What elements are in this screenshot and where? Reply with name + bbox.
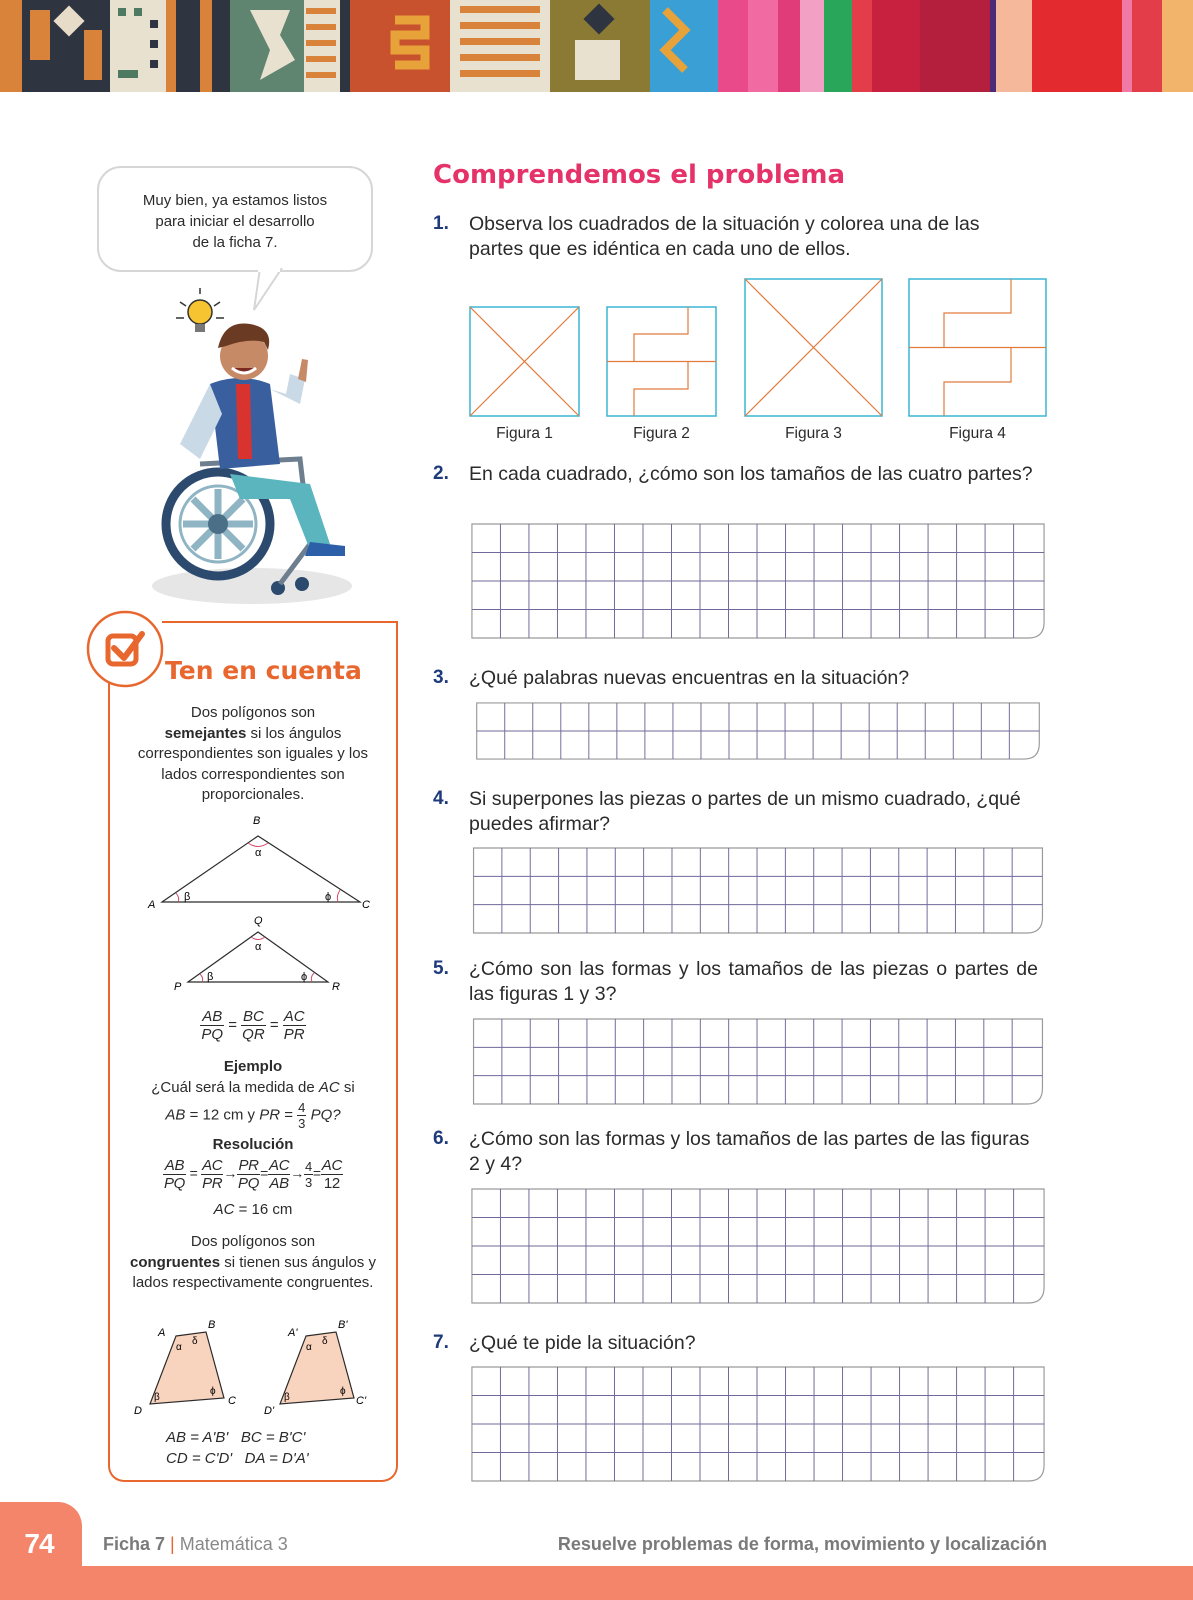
resolution-result: AC = 16 cm [213,1201,293,1218]
answer-grid[interactable] [467,702,1049,760]
question-number: 7. [433,1332,449,1353]
svg-text:D: D [134,1405,142,1417]
congruent-polygons-definition: Dos polígonos son congruentes si tienen sus ángulos y lados respectivamente congruentes. [130,1233,376,1291]
question-text: ¿Cómo son las formas y los tamaños de las partes de las figuras 2 y 4? [469,1128,1030,1175]
svg-text:δ: δ [322,1336,328,1347]
bubble-line: para iniciar el desarrollo [155,213,315,230]
angle-label: ϕ [301,971,308,983]
figure-2-square[interactable] [606,306,717,417]
fraction: $\frac{AB}{PQ}$ [201,1008,224,1043]
ratio-equation: $\frac{AB}{PQ}$ = $\frac{BC}{QR}$ = $\frac{AC}{PR}$ [201,1008,305,1043]
svg-text:A: A [158,1327,166,1339]
question-text: ¿Qué te pide la situación? [469,1332,696,1354]
figure-label: Figura 4 [949,425,1006,442]
congruence-equations: AB = A'B' BC = B'C' CD = C'D' DA = D'A' [166,1429,309,1467]
fraction: $\frac{BC}{QR}$ [242,1008,265,1043]
angle-label: α [255,941,262,953]
fraction: $\frac{AC}{PR}$ [283,1008,305,1043]
svg-text:ϕ: ϕ [210,1386,216,1397]
vertex-label: C [362,899,370,908]
tip-box-top-border [162,621,398,623]
vertex-label: A [148,899,156,908]
svg-text:A': A' [288,1327,298,1339]
fraction: $\frac{AC}{12}$ [321,1157,343,1192]
answer-grid[interactable] [467,1366,1049,1482]
example-given: AB = 12 cm y PR = $\frac{4}{3}$ PQ? [165,1100,341,1131]
quadrilateral-abcd-diagram [128,1318,248,1418]
svg-text:ϕ: ϕ [340,1386,346,1397]
fraction: $\frac{PR}{PQ}$ [238,1157,260,1192]
question-number: 6. [433,1128,449,1149]
quadrilateral-abcd-prime-diagram [258,1318,378,1418]
tip-box-title: Ten en cuenta [165,656,362,685]
speech-bubble [97,166,373,272]
question-text: Si superpones las piezas o partes de un mismo cuadrado, ¿qué puedes afirmar? [469,788,1021,835]
answer-grid[interactable] [467,1018,1049,1105]
figure-label: Figura 3 [785,425,842,442]
angle-label: β [207,971,214,983]
question-text: ¿Qué palabras nuevas encuentras en la situación? [469,667,910,689]
angle-label: α [255,847,262,859]
lightbulb-icon [176,288,224,332]
footer-competency: Resuelve problemas de forma, movimiento y localización [557,1534,1047,1554]
question-number: 5. [433,958,449,979]
question-text: En cada cuadrado, ¿cómo son los tamaños de las cuatro partes? [469,463,1033,485]
definition-text: si los ángulos correspondientes son iguales y los lados correspondientes son proporcionales. [137,724,369,803]
resolution-equation: $\frac{AB}{PQ}$ = $\frac{AC}{PR}$ → $\frac{PR}{PQ}$ = $\frac{AC}{AB}$ → $\frac{4}{3}$ = $\frac{AC}{12}$ [163,1157,343,1192]
section-heading: Comprendemos el problema [433,160,846,190]
figure-3-square[interactable] [744,278,883,417]
bubble-line: de la ficha 7. [192,234,278,251]
svg-text:α: α [176,1342,182,1353]
fraction: $\frac{AB}{PQ}$ [163,1157,186,1192]
fraction: $\frac{4}{3}$ [304,1159,312,1190]
definition-text: Dos polígonos son [190,704,316,721]
fraction: $\frac{AC}{AB}$ [269,1157,290,1192]
svg-text:B: B [208,1319,216,1331]
student-wheelchair-illustration [140,284,380,614]
question-text: ¿Cómo son las formas y los tamaños de las piezas o partes de las figuras 1 y 3? [469,958,1038,1005]
svg-text:B': B' [338,1319,348,1331]
angle-label: β [184,891,191,903]
question-text: Observa los cuadrados de la situación y colorea una de las partes que es idéntica en cada uno de ellos. [469,213,980,260]
footer-ficha: Ficha 7 | Matemática 3 [103,1534,288,1554]
checkbox-icon [86,610,164,688]
similar-polygons-definition [118,703,388,806]
figure-label: Figura 2 [633,425,690,442]
svg-text:C': C' [356,1395,367,1407]
svg-text:α: α [306,1342,312,1353]
answer-grid[interactable] [467,523,1049,639]
bubble-line: Muy bien, ya estamos listos [142,192,328,209]
svg-text:δ: δ [192,1336,198,1347]
resolution-title: Resolución [212,1136,294,1153]
question-number: 1. [433,213,449,234]
vertex-label: Q [254,915,263,927]
example-question: ¿Cuál será la medida de AC si [151,1079,355,1096]
question-number: 4. [433,788,449,809]
vertex-label: B [253,815,261,827]
decorative-textile-banner [0,0,1193,92]
question-number: 2. [433,463,449,484]
figure-1-square[interactable] [469,306,580,417]
answer-grid[interactable] [467,1188,1049,1304]
footer-band [0,1566,1193,1600]
triangle-pqr-diagram [170,912,350,994]
question-number: 3. [433,667,449,688]
figure-4-square[interactable] [908,278,1047,417]
svg-text:β: β [154,1392,160,1403]
figure-label: Figura 1 [496,425,553,442]
svg-text:D': D' [264,1405,275,1417]
definition-bold-term: semejantes [164,724,247,742]
vertex-label: P [174,981,182,993]
svg-text:β: β [284,1392,290,1403]
example-title: Ejemplo [223,1058,283,1075]
page-number: 74 [24,1528,54,1559]
angle-label: ϕ [325,891,332,903]
svg-text:C: C [228,1395,236,1407]
fraction: $\frac{4}{3}$ [298,1100,306,1131]
answer-grid[interactable] [467,847,1049,934]
triangle-abc-diagram [140,812,380,908]
fraction: $\frac{AC}{PR}$ [202,1157,223,1192]
vertex-label: R [332,981,340,993]
